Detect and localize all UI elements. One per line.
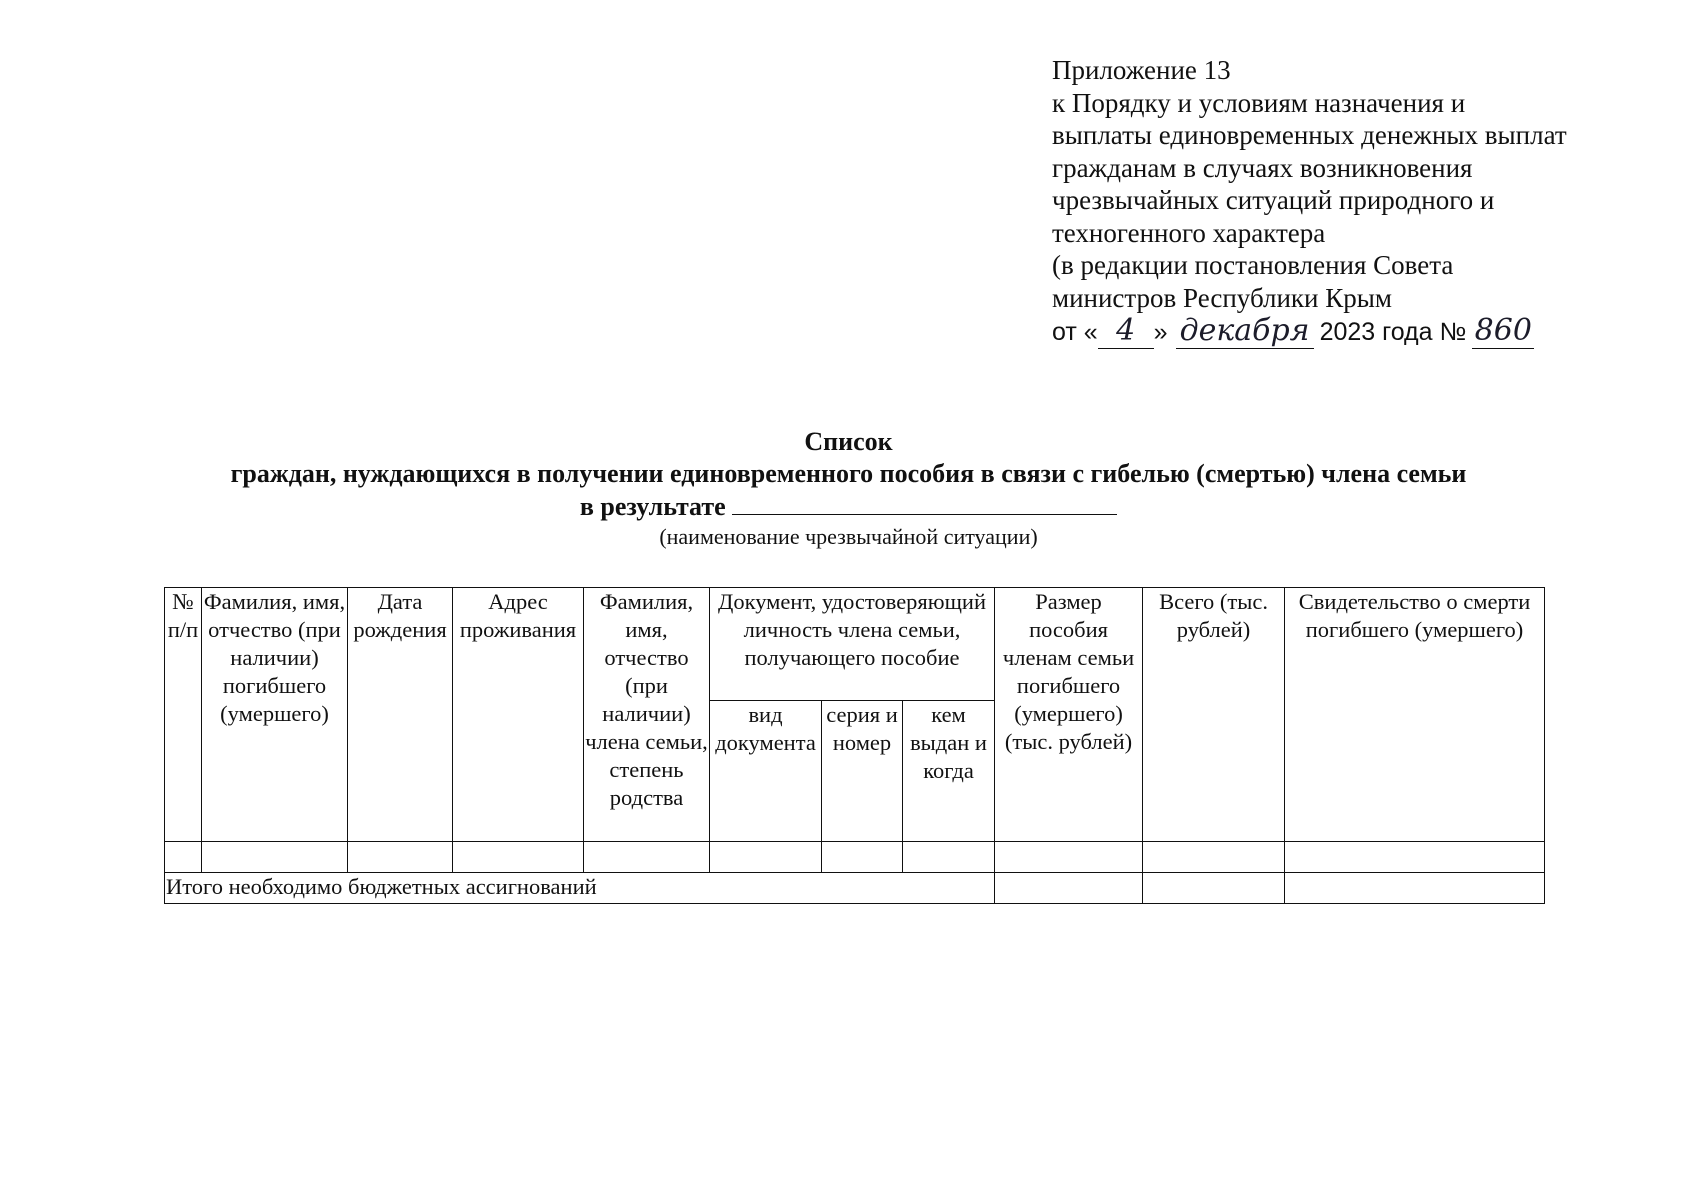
header-row xyxy=(165,588,1545,701)
list-subtitle: граждан, нуждающихся в получении единовременного пособия в связи с гибелью (смертью) члена семьи xyxy=(230,459,1467,488)
annex-line: министров Республики Крым xyxy=(1052,282,1392,313)
header-member-name: Фамилия, имя, отчество (при наличии) члена семьи, степень родства xyxy=(584,588,710,842)
annex-line: чрезвычайных ситуаций природного и xyxy=(1052,185,1495,215)
annex-line: (в редакции постановления Совета xyxy=(1052,250,1454,280)
table-cell[interactable] xyxy=(1143,842,1285,873)
table-cell[interactable] xyxy=(584,842,710,873)
citizens-table xyxy=(164,587,1545,904)
table-cell[interactable] xyxy=(165,842,202,873)
annex-line: к Порядку и условиям назначения и xyxy=(1052,87,1466,118)
table-cell[interactable] xyxy=(1285,842,1545,873)
number-field xyxy=(1472,312,1534,349)
list-title: Список xyxy=(804,427,893,456)
table-cell[interactable] xyxy=(903,842,995,873)
emergency-label: в результате xyxy=(579,492,726,521)
resolution-date-line xyxy=(1052,312,1672,349)
table-cell[interactable] xyxy=(348,842,453,873)
emergency-line xyxy=(0,490,1697,522)
date-mid: » xyxy=(1153,318,1168,346)
table-row xyxy=(165,842,1545,873)
annex-title: Приложение 13 xyxy=(1052,55,1231,85)
annex-line: выплаты единовременных денежных выплат xyxy=(1052,120,1567,150)
emergency-caption: (наименование чрезвычайной ситуации) xyxy=(659,524,1038,549)
header-benefit: Размер пособия членам семьи погибшего (умершего) (тыс. рублей) xyxy=(995,588,1143,842)
header-birth-date: Дата рождения xyxy=(348,588,453,842)
month-field xyxy=(1176,312,1314,349)
annex-line: техногенного характера xyxy=(1052,217,1326,248)
table-cell[interactable] xyxy=(453,842,584,873)
date-prefix: от « xyxy=(1052,318,1098,346)
header-doc-type: вид документа xyxy=(710,701,822,842)
emergency-name-blank xyxy=(732,490,1117,515)
header-doc-series: серия и номер xyxy=(822,701,903,842)
handwritten-day: 4 xyxy=(1116,312,1136,348)
header-num: № п/п xyxy=(165,588,202,842)
table-cell[interactable] xyxy=(995,842,1143,873)
total-sum-cell[interactable] xyxy=(1143,873,1285,904)
total-row xyxy=(165,873,1545,904)
total-benefit-cell[interactable] xyxy=(995,873,1143,904)
annex-line: гражданам в случаях возникновения xyxy=(1052,152,1473,183)
handwritten-month: декабря xyxy=(1179,312,1310,348)
day-field xyxy=(1098,312,1154,349)
header-doc-issued: кем выдан и когда xyxy=(903,701,995,842)
table-cell[interactable] xyxy=(822,842,903,873)
header-deceased-name: Фамилия, имя, отчество (при наличии) погибшего (умершего) xyxy=(202,588,348,842)
table-cell[interactable] xyxy=(710,842,822,873)
header-certificate: Свидетельство о смерти погибшего (умершего) xyxy=(1285,588,1545,842)
header-total: Всего (тыс. рублей) xyxy=(1143,588,1285,842)
table-cell[interactable] xyxy=(202,842,348,873)
header-document-group: Документ, удостоверяющий личность члена семьи, получающего пособие xyxy=(710,588,995,701)
total-certificate-cell[interactable] xyxy=(1285,873,1545,904)
handwritten-number: 860 xyxy=(1474,312,1532,348)
annex-block xyxy=(1052,54,1672,349)
header-address: Адрес проживания xyxy=(453,588,584,842)
total-label: Итого необходимо бюджетных ассигнований xyxy=(165,873,995,904)
year-text: 2023 года № xyxy=(1319,318,1467,346)
